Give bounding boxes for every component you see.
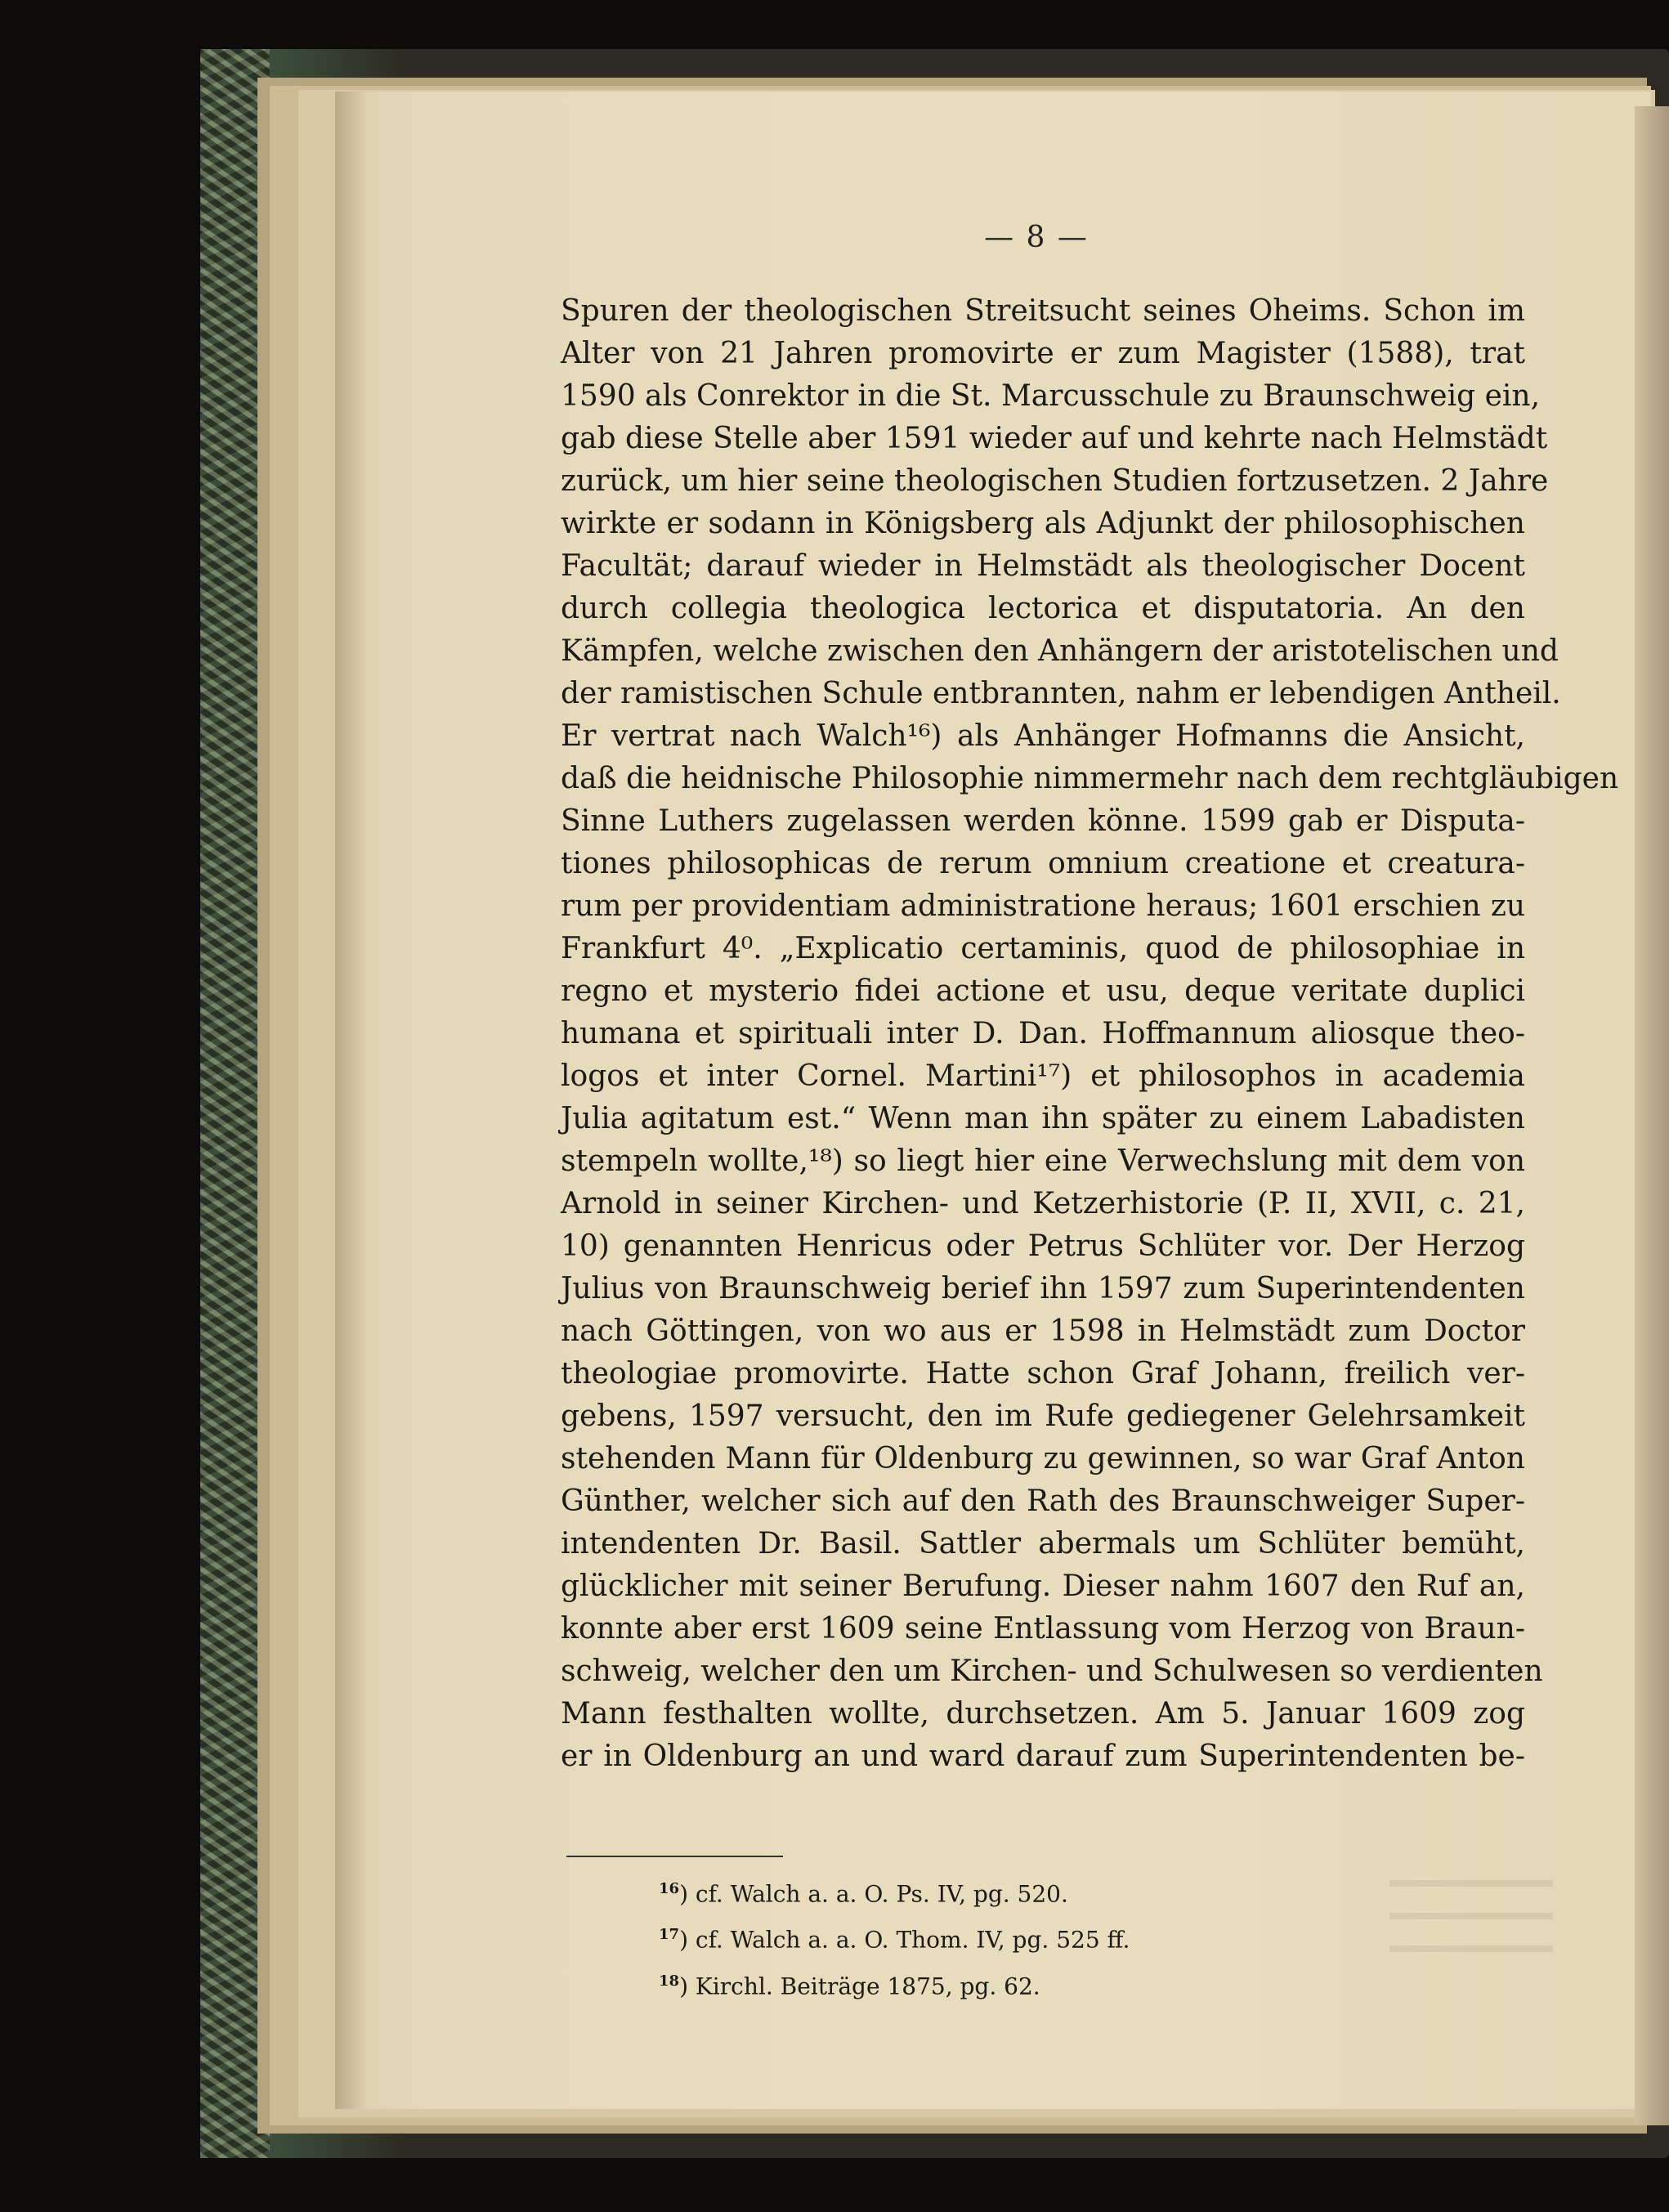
- body-text: [561, 290, 1619, 1778]
- footnote-text: ) cf. Walch a. a. O. Thom. IV, pg. 525 ff.: [679, 1926, 1130, 1954]
- text-line: theologiae promovirte. Hatte schon Graf Johann, freilich ver-: [561, 1357, 1525, 1390]
- text-line: humana et spirituali inter D. Dan. Hoffmannum aliosque theo-: [561, 1017, 1525, 1050]
- text-line: tiones philosophicas de rerum omnium creatione et creatura-: [561, 847, 1525, 880]
- text-line: Er vertrat nach Walch¹⁶) als Anhänger Hofmanns die Ansicht,: [561, 719, 1525, 753]
- footnote-text: ) cf. Walch a. a. O. Ps. IV, pg. 520.: [679, 1880, 1068, 1908]
- text-line: glücklicher mit seiner Berufung. Dieser nahm 1607 den Ruf an,: [561, 1569, 1525, 1603]
- text-line: Julius von Braunschweig berief ihn 1597 zum Superintendenten: [561, 1272, 1525, 1305]
- text-line: Arnold in seiner Kirchen- und Ketzerhistorie (P. II, XVII, c. 21,: [561, 1187, 1525, 1220]
- footnote: [659, 1869, 1394, 1914]
- text-line: Spuren der theologischen Streitsucht seines Oheims. Schon im: [561, 294, 1525, 328]
- footnotes: [659, 1869, 1394, 2007]
- text-line: Facultät; darauf wieder in Helmstädt als theologischer Docent: [561, 549, 1525, 583]
- footnote: [659, 1914, 1394, 1960]
- text-line: Julia agitatum est.“ Wenn man ihn später zu einem Labadisten: [561, 1102, 1525, 1135]
- footnote-mark: 16: [659, 1880, 680, 1897]
- page-number: — 8 —: [984, 221, 1089, 254]
- text-line: Frankfurt 4⁰. „Explicatio certaminis, quod de philosophiae in: [561, 932, 1525, 965]
- footnote-rule: [566, 1856, 783, 1857]
- text-line: der ramistischen Schule entbrannten, nahm er lebendigen Antheil.: [561, 677, 1561, 710]
- text-line: logos et inter Cornel. Martini¹⁷) et philosophos in academia: [561, 1059, 1525, 1093]
- spine-shadow: [335, 92, 368, 2109]
- text-line: schweig, welcher den um Kirchen- und Schulwesen so verdienten: [561, 1655, 1543, 1688]
- text-line: wirkte er sodann in Königsberg als Adjunkt der philosophischen: [561, 507, 1525, 540]
- text-line: rum per providentiam administratione heraus; 1601 erschien zu: [561, 889, 1525, 923]
- text-line: 1590 als Conrektor in die St. Marcusschule zu Braunschweig ein,: [561, 379, 1541, 413]
- text-line: gebens, 1597 versucht, den im Rufe gediegener Gelehrsamkeit: [561, 1399, 1525, 1433]
- text-line: stempeln wollte,¹⁸) so liegt hier eine Verwechslung mit dem von: [561, 1144, 1525, 1178]
- text-line: Kämpfen, welche zwischen den Anhängern der aristotelischen und: [561, 634, 1559, 668]
- bleed-through-text: [1389, 1880, 1553, 1970]
- text-line: Sinne Luthers zugelassen werden könne. 1599 gab er Disputa-: [561, 804, 1525, 838]
- text-line: intendenten Dr. Basil. Sattler abermals um Schlüter bemüht,: [561, 1527, 1525, 1560]
- text-line: er in Oldenburg an und ward darauf zum Superintendenten be-: [561, 1740, 1525, 1773]
- next-page-edge: [1635, 106, 1669, 2125]
- text-line: 10) genannten Henricus oder Petrus Schlüter vor. Der Herzog: [561, 1229, 1525, 1263]
- text-line: stehenden Mann für Oldenburg zu gewinnen, so war Graf Anton: [561, 1442, 1525, 1475]
- text-line: daß die heidnische Philosophie nimmermehr nach dem rechtgläubigen: [561, 762, 1619, 795]
- text-line: konnte aber erst 1609 seine Entlassung vom Herzog von Braun-: [561, 1612, 1525, 1646]
- text-line: zurück, um hier seine theologischen Studien fortzusetzen. 2 Jahre: [561, 464, 1549, 498]
- text-line: nach Göttingen, von wo aus er 1598 in Helmstädt zum Doctor: [561, 1314, 1525, 1348]
- text-line: Mann festhalten wollte, durchsetzen. Am 5. Januar 1609 zog: [561, 1697, 1525, 1731]
- footnote-mark: 17: [659, 1926, 680, 1944]
- text-line: gab diese Stelle aber 1591 wieder auf und kehrte nach Helmstädt: [561, 422, 1548, 455]
- text-line: Günther, welcher sich auf den Rath des Braunschweiger Super-: [561, 1484, 1525, 1518]
- text-line: durch collegia theologica lectorica et disputatoria. An den: [561, 592, 1525, 625]
- footnote-text: ) Kirchl. Beiträge 1875, pg. 62.: [679, 1972, 1040, 1999]
- text-line: regno et mysterio fidei actione et usu, deque veritate duplici: [561, 974, 1525, 1008]
- footnote: [659, 1961, 1394, 2007]
- footnote-mark: 18: [659, 1972, 680, 1990]
- text-line: Alter von 21 Jahren promovirte er zum Magister (1588), trat: [561, 337, 1525, 370]
